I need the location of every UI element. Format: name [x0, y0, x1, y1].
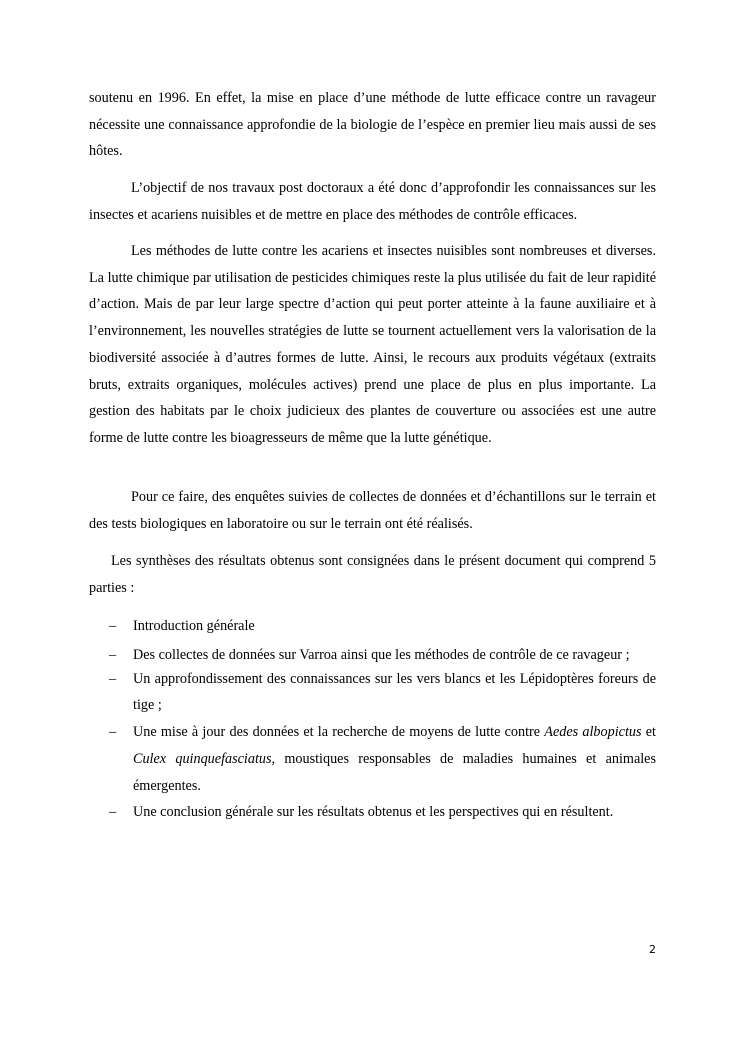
parts-list: [89, 613, 656, 826]
list-item: [89, 647, 656, 664]
list-item: [89, 666, 656, 719]
list-item: [89, 799, 656, 826]
paragraph-control-methods: Les méthodes de lutte contre les acariens et insectes nuisibles sont nombreuses et diverses. La lutte chimique par utilisation de pesticides chimiques reste la plus utilisée du fait de leur rapidité d’action. Mais de par leur large spectre d’action qui peut porter atteinte à la faune auxiliaire et à l’environnement, les nouvelles stratégies de lutte se tournent actuellement vers la valorisation de la biodiversité associée à d’autres formes de lutte. Ainsi, le recours aux produits végétaux (extraits bruts, extraits organiques, molécules actives) prend une place de plus en plus importante. La gestion des habitats par le choix judicieux des plantes de couverture ou associées est une autre forme de lutte contre les bioagresseurs de même que la lutte génétique.: [89, 243, 656, 446]
list-item-text: Introduction générale: [133, 618, 255, 634]
dash-bullet: –: [109, 670, 117, 687]
list-item-text: Un approfondissement des connaissances sur les vers blancs et les Lépidoptères foreurs de tige ;: [133, 670, 656, 714]
page-number: 2: [649, 943, 656, 956]
list-item: [89, 719, 656, 799]
dash-bullet: –: [109, 618, 117, 634]
list-item-text: Une conclusion générale sur les résultats obtenus et les perspectives qui en résultent.: [133, 804, 614, 821]
dash-bullet: –: [109, 804, 117, 821]
paragraph-intro-continuation: soutenu en 1996. En effet, la mise en place d’une méthode de lutte efficace contre un ravageur nécessite une connaissance approfondie de la biologie de l’espèce en premier lieu mais aussi de ses hôtes.: [89, 90, 656, 160]
paragraph-data-collection: Pour ce faire, des enquêtes suivies de collectes de données et d’échantillons sur le terrain et des tests biologiques en laboratoire ou sur le terrain ont été réalisés.: [89, 489, 656, 532]
dash-bullet: –: [109, 646, 117, 663]
list-item-text: Des collectes de données sur Varroa ainsi que les méthodes de contrôle de ce ravageur ;: [133, 646, 630, 663]
list-item: [89, 613, 656, 640]
list-item-text: Une mise à jour des données et la recherche de moyens de lutte contre Aedes albopictus et Culex quinquefasciatus, moustiques responsables de maladies humaines et animales émergentes.: [133, 724, 657, 794]
paragraph-objective: L’objectif de nos travaux post doctoraux a été donc d’approfondir les connaissances sur les insectes et acariens nuisibles et de mettre en place des méthodes de contrôle efficaces.: [89, 180, 656, 223]
dash-bullet: –: [109, 724, 117, 741]
paragraph-document-structure: Les synthèses des résultats obtenus sont consignées dans le présent document qui comprend 5 parties :: [89, 553, 656, 596]
species-name: Culex quinquefasciatus: [133, 750, 272, 767]
species-name: Aedes albopictus: [544, 724, 642, 741]
